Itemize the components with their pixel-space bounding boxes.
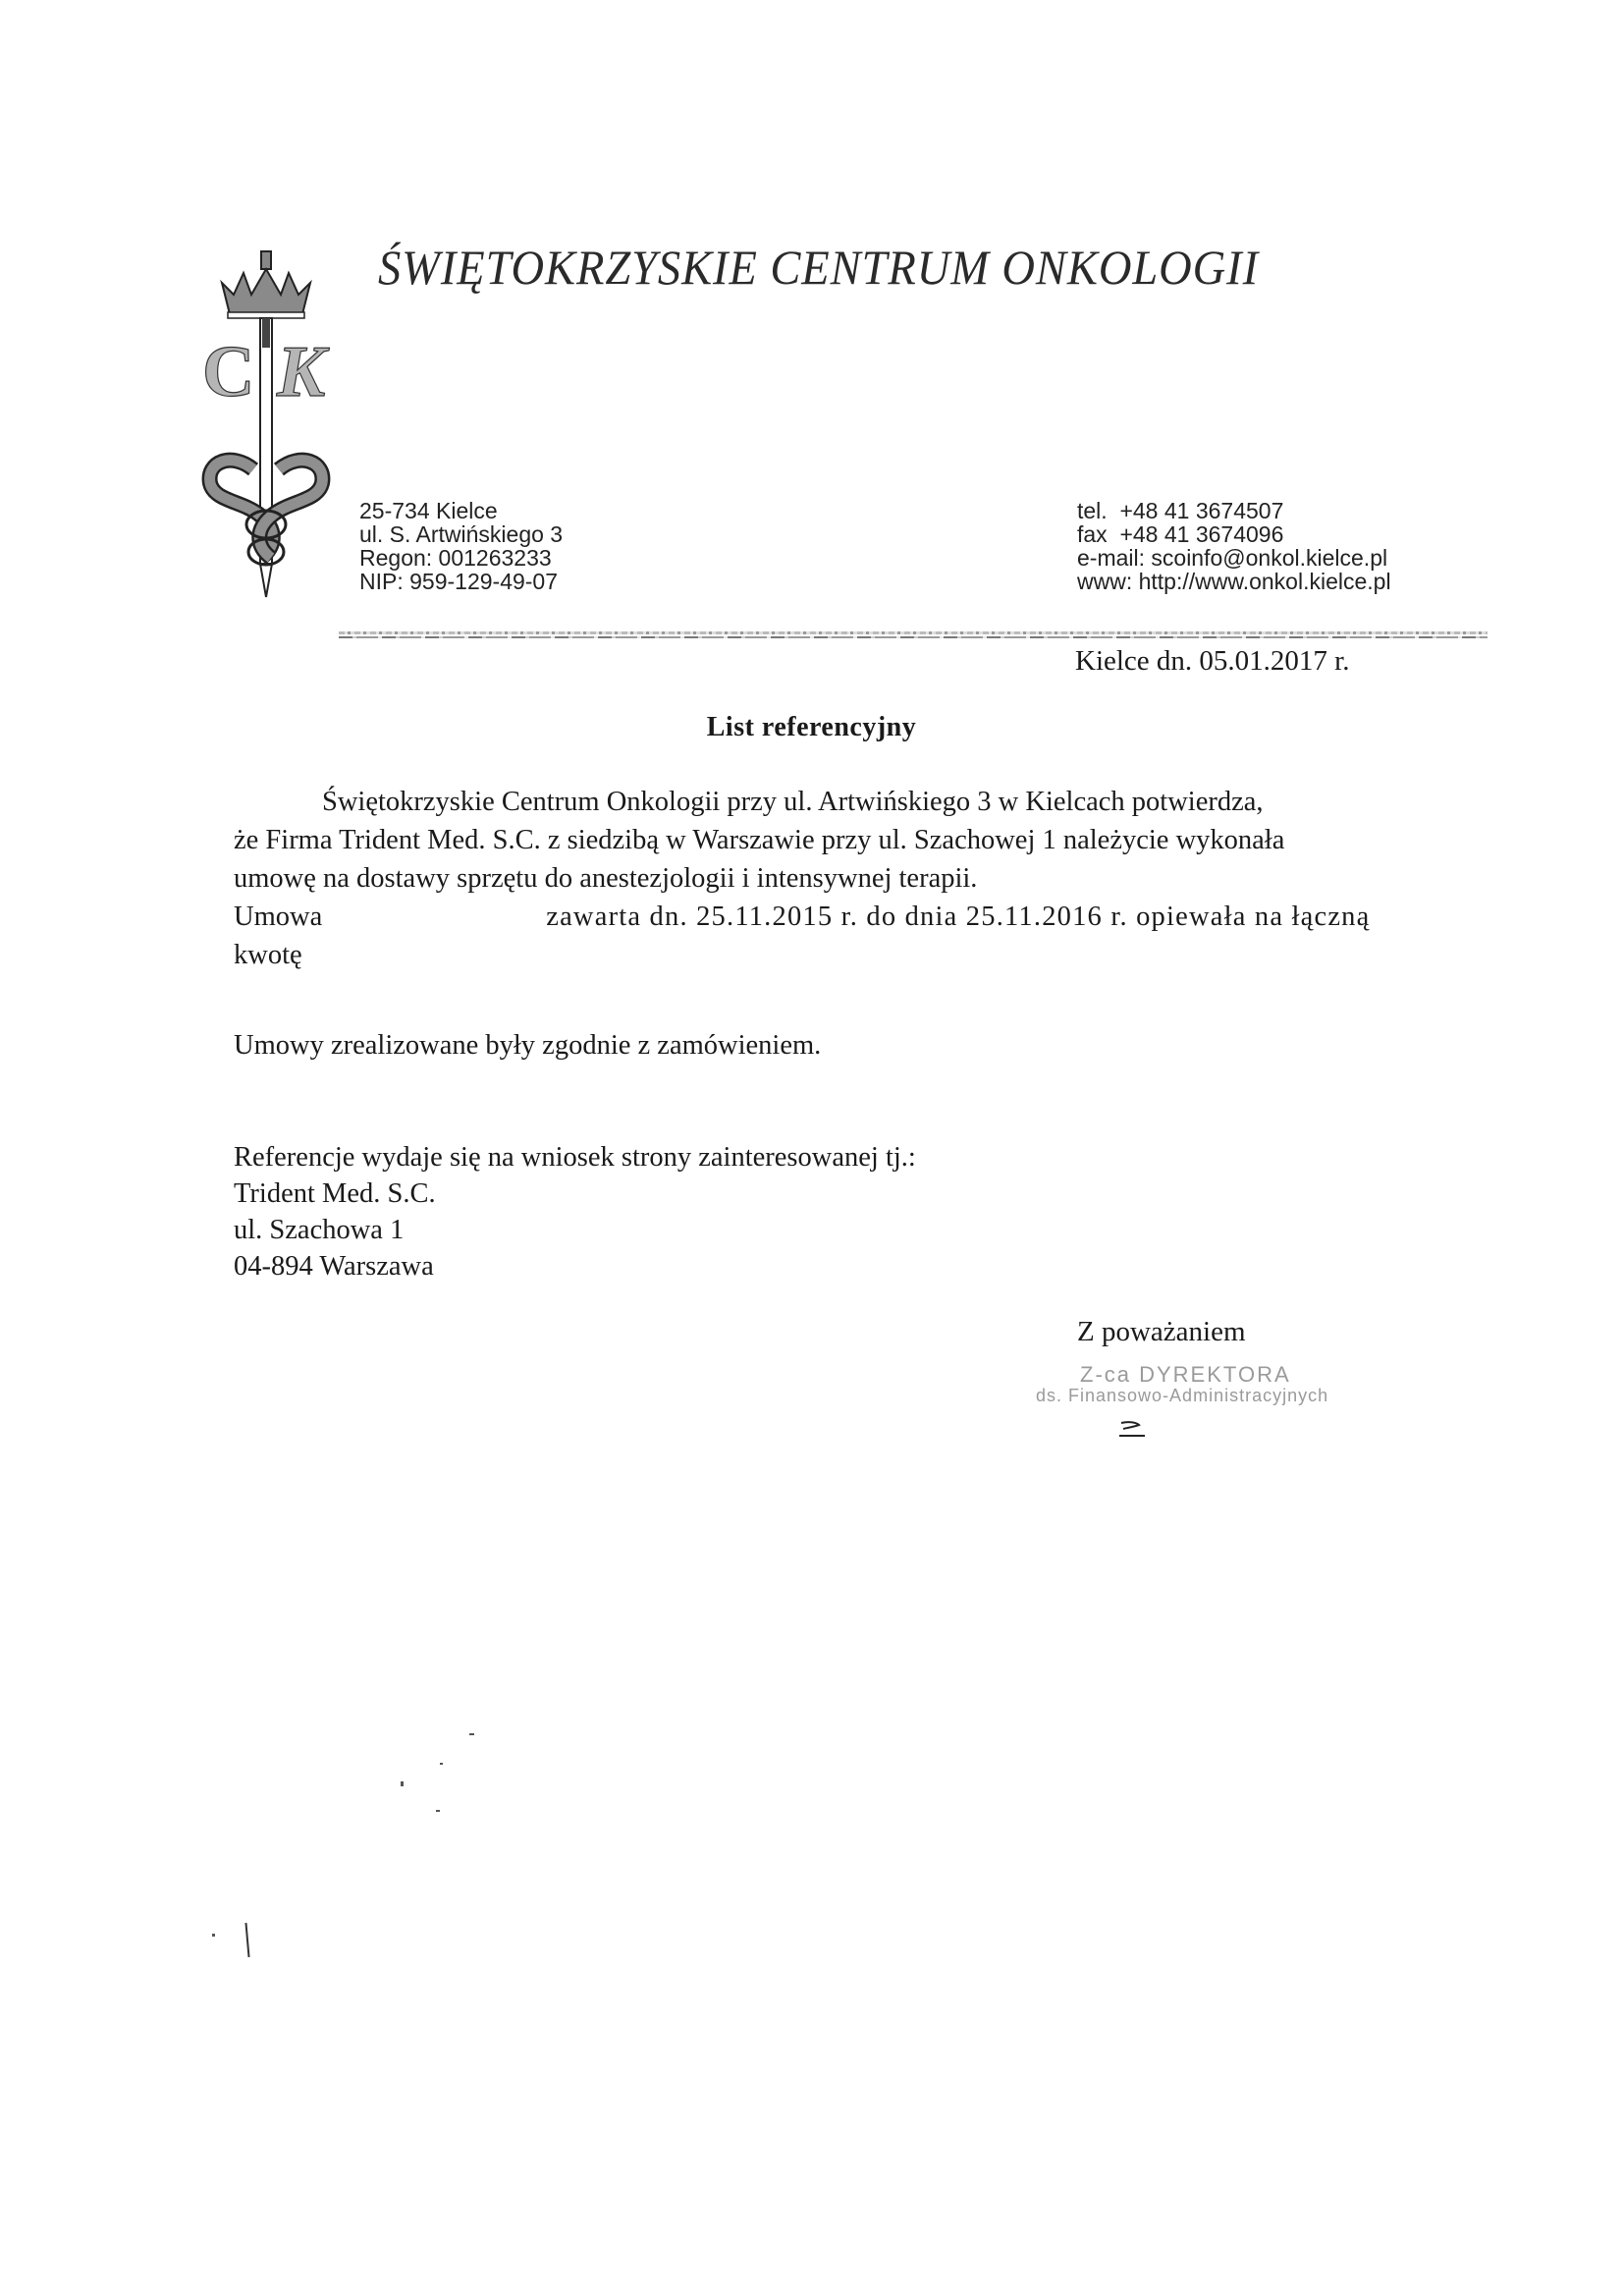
- email-address: e-mail: scoinfo@onkol.kielce.pl: [1077, 545, 1388, 571]
- paragraph-confirmation: [234, 783, 1370, 974]
- svg-text:C: C: [202, 332, 255, 412]
- scan-mark: [244, 1923, 249, 1957]
- fax-number: fax +48 41 3674096: [1077, 521, 1284, 547]
- stamp-department: ds. Finansowo-Administracyjnych: [1036, 1386, 1329, 1405]
- contact-block: [1077, 499, 1391, 593]
- paragraph-recipient: [234, 1139, 916, 1285]
- scan-speck: [440, 1763, 443, 1765]
- signature-mark: [1117, 1419, 1147, 1439]
- phone-number: tel. +48 41 3674507: [1077, 498, 1284, 523]
- postal-city: 25-734 Kielce: [359, 498, 498, 523]
- scan-speck: [212, 1934, 215, 1937]
- regon-number: Regon: 001263233: [359, 545, 552, 571]
- street-address: ul. S. Artwińskiego 3: [359, 521, 564, 547]
- paragraph-line-contract: [234, 898, 1370, 936]
- paragraph-line: umowę na dostawy sprzętu do anestezjologii i intensywnej terapii.: [234, 863, 978, 894]
- address-block: [359, 499, 563, 593]
- organization-logo: [192, 234, 340, 627]
- recipient-city: 04-894 Warszawa: [234, 1251, 434, 1282]
- recipient-street: ul. Szachowa 1: [234, 1215, 405, 1245]
- organization-name: ŚWIĘTOKRZYSKIE CENTRUM ONKOLOGII: [378, 240, 1259, 295]
- paragraph-line: że Firma Trident Med. S.C. z siedzibą w Warszawie przy ul. Szachowej 1 należycie wykonała: [234, 825, 1285, 855]
- header-divider: [339, 631, 1488, 639]
- paragraph-fulfillment: Umowy zrealizowane były zgodnie z zamówieniem.: [234, 1030, 822, 1061]
- scan-speck: [401, 1781, 404, 1786]
- scan-speck: [436, 1810, 440, 1812]
- website-address: www: http://www.onkol.kielce.pl: [1077, 569, 1391, 594]
- recipient-company: Trident Med. S.C.: [234, 1178, 436, 1209]
- svg-text:K: K: [277, 332, 326, 412]
- scan-speck: [469, 1733, 474, 1735]
- paragraph-line: Świętokrzyskie Centrum Onkologii przy ul. Artwińskiego 3 w Kielcach potwierdza,: [322, 787, 1264, 817]
- contract-dates: zawarta dn. 25.11.2015 r. do dnia 25.11.2016 r. opiewała na łączną: [546, 902, 1371, 932]
- contract-label: Umowa: [234, 902, 323, 932]
- recipient-intro: Referencje wydaje się na wniosek strony zainteresowanej tj.:: [234, 1142, 916, 1173]
- caduceus-crown-icon: [192, 234, 340, 627]
- amount-label: kwotę: [234, 940, 302, 970]
- stamp-title: Z-ca DYREKTORA: [1080, 1362, 1291, 1387]
- closing-salutation: Z poważaniem: [1077, 1316, 1246, 1347]
- letter-title: List referencyjny: [706, 712, 917, 742]
- nip-number: NIP: 959-129-49-07: [359, 569, 559, 594]
- letter-date: Kielce dn. 05.01.2017 r.: [1075, 645, 1350, 677]
- paragraph-line-amount: [234, 936, 1370, 974]
- official-stamp: [1036, 1362, 1328, 1406]
